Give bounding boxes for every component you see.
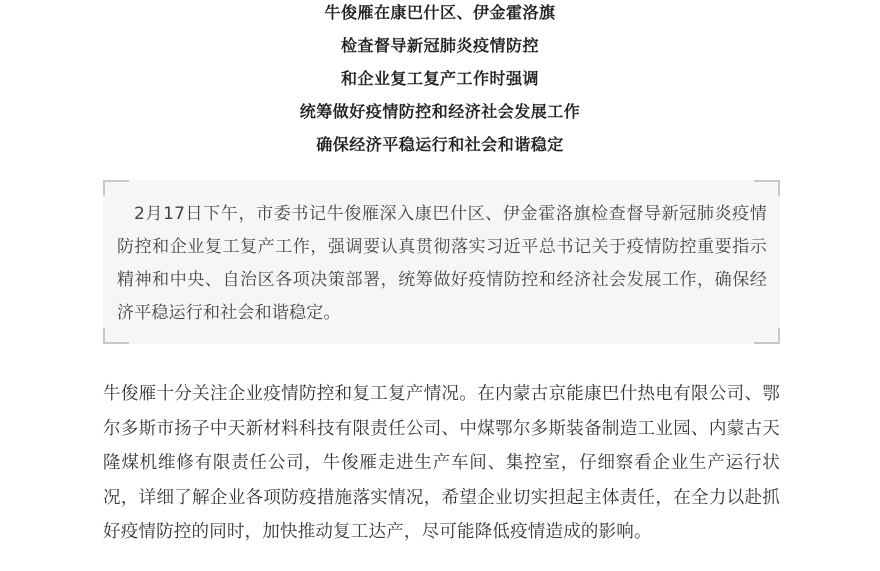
- quote-corner-bottom-right: [754, 328, 780, 344]
- headline-line-5: 确保经济平稳运行和社会和谐稳定: [316, 135, 564, 154]
- quote-corner-bottom-left: [103, 328, 129, 344]
- headline-line-4: 统筹做好疫情防控和经济社会发展工作: [299, 102, 581, 121]
- article-headline: [0, 0, 880, 161]
- body-paragraph: 牛俊雁十分关注企业疫情防控和复工复产情况。在内蒙古京能康巴什热电有限公司、鄂尔多斯市扬子中天新材料科技有限责任公司、中煤鄂尔多斯装备制造工业园、内蒙古天隆煤机维修有限责任公司，牛俊雁走进生产车间、集控室，仔细察看企业生产运行状况，详细了解企业各项防疫措施落实情况，希望企业切实担起主体责任，在全力以赴抓好疫情防控的同时，加快推动复工达产，尽可能降低疫情造成的影响。: [103, 384, 780, 542]
- headline-line-3: 和企业复工复产工作时强调: [340, 69, 539, 88]
- headline-line-1: 牛俊雁在康巴什区、伊金霍洛旗: [324, 3, 556, 22]
- quote-corner-top-right: [754, 180, 780, 196]
- summary-text: 2月17日下午，市委书记牛俊雁深入康巴什区、伊金霍洛旗检查督导新冠肺炎疫情防控和企业复工复产工作，强调要认真贯彻落实习近平总书记关于疫情防控重要指示精神和中央、自治区各项决策部署，统筹做好疫情防控和经济社会发展工作，确保经济平稳运行和社会和谐稳定。: [117, 204, 767, 323]
- headline-line-2: 检查督导新冠肺炎疫情防控: [340, 36, 539, 55]
- summary-quote-box: [103, 180, 780, 344]
- quote-corner-top-left: [103, 180, 129, 196]
